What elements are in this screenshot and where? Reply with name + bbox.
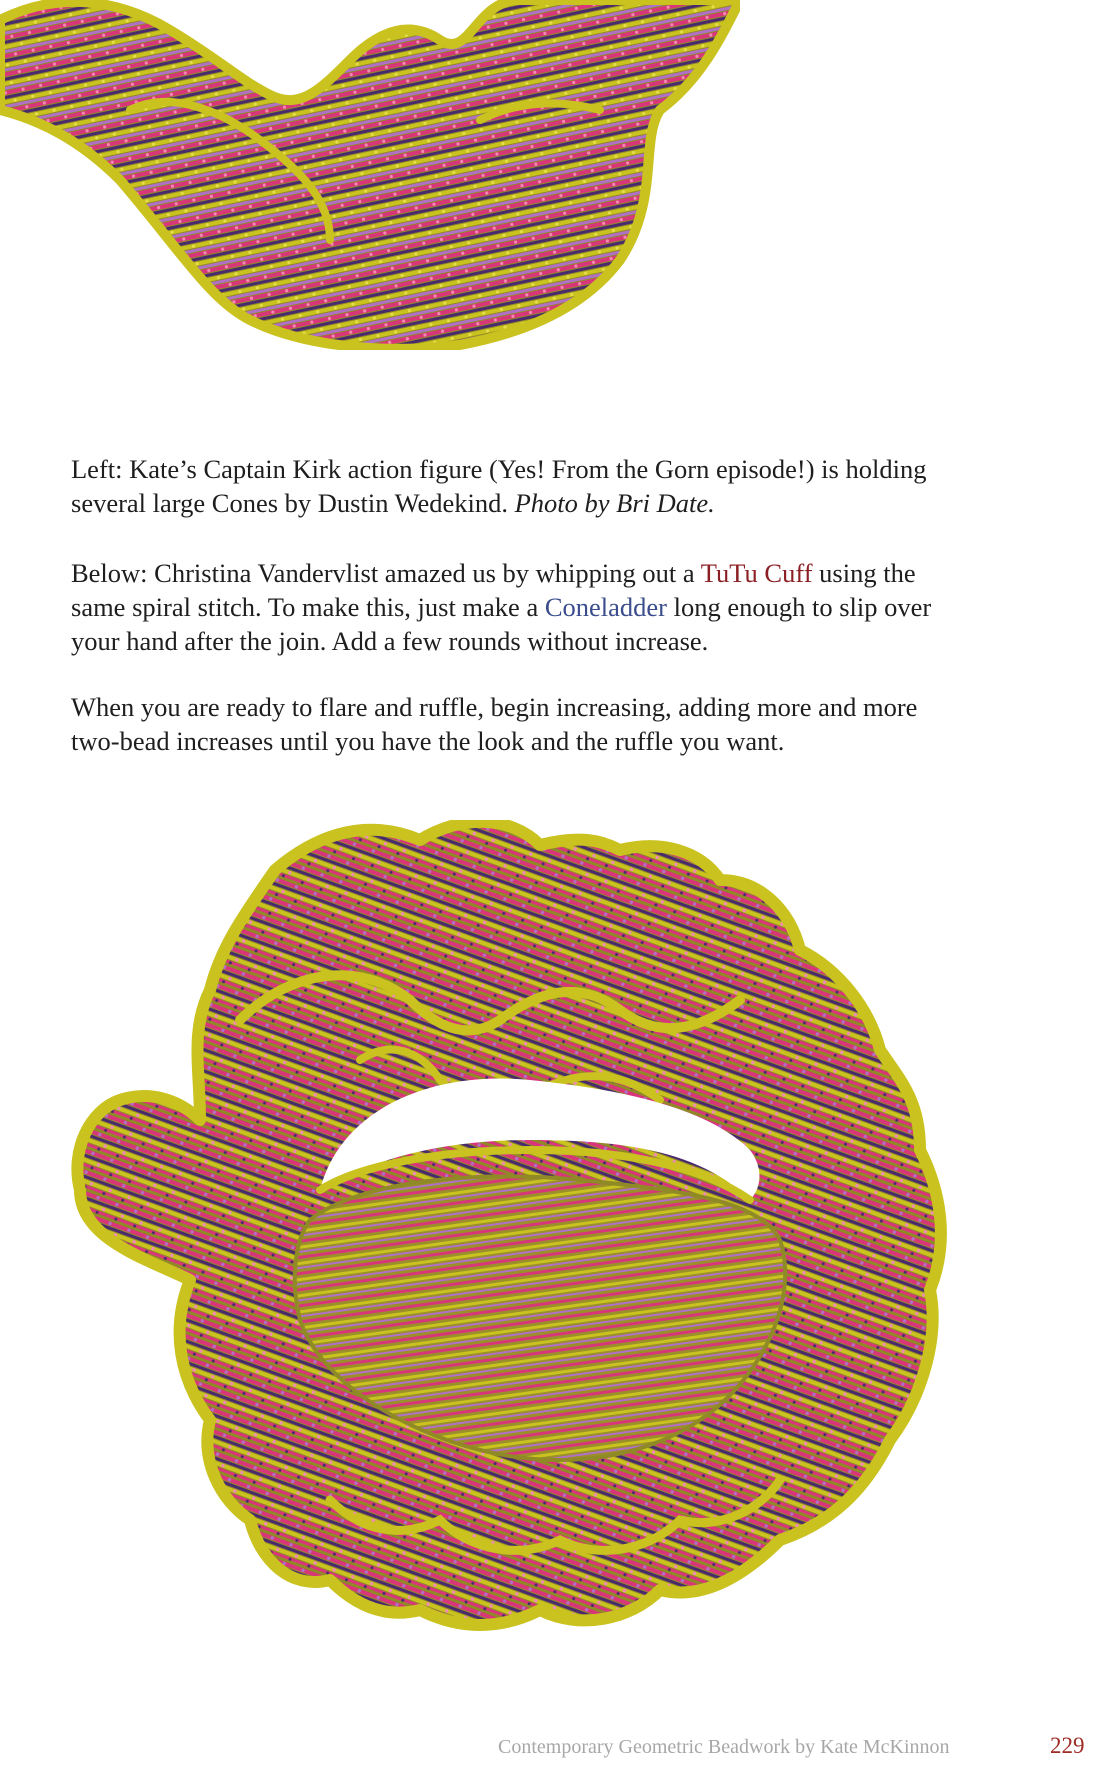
caption-below xyxy=(71,556,971,658)
photo-ruffle-top xyxy=(0,0,740,350)
photo-tutu-cuff xyxy=(60,820,1040,1660)
caption-flare: When you are ready to flare and ruffle, begin increasing, adding more and more two-bead increases until you have the look and the ruffle you want. xyxy=(71,692,918,756)
coneladder-link[interactable]: Coneladder xyxy=(544,592,667,622)
photo-credit: Photo by Bri Date. xyxy=(514,488,715,518)
caption-left-text: Left: Kate’s Captain Kirk action figure (Yes! From the Gorn episode!) is holding several large Cones by Dustin Wedekind. xyxy=(71,454,927,518)
tutu-cuff-link[interactable]: TuTu Cuff xyxy=(700,558,813,588)
page-number: 229 xyxy=(1050,1733,1085,1758)
caption-left xyxy=(71,452,971,520)
footer-book-title: Contemporary Geometric Beadwork by Kate McKinnon xyxy=(498,1736,950,1758)
caption-below-middle: using the same spiral stitch. To make this, just make a xyxy=(71,558,916,622)
caption-below-end: long enough to slip over your hand after the join. Add a few rounds without increase. xyxy=(71,592,932,656)
caption-below-intro: Below: Christina Vandervlist amazed us by whipping out a xyxy=(71,558,701,588)
